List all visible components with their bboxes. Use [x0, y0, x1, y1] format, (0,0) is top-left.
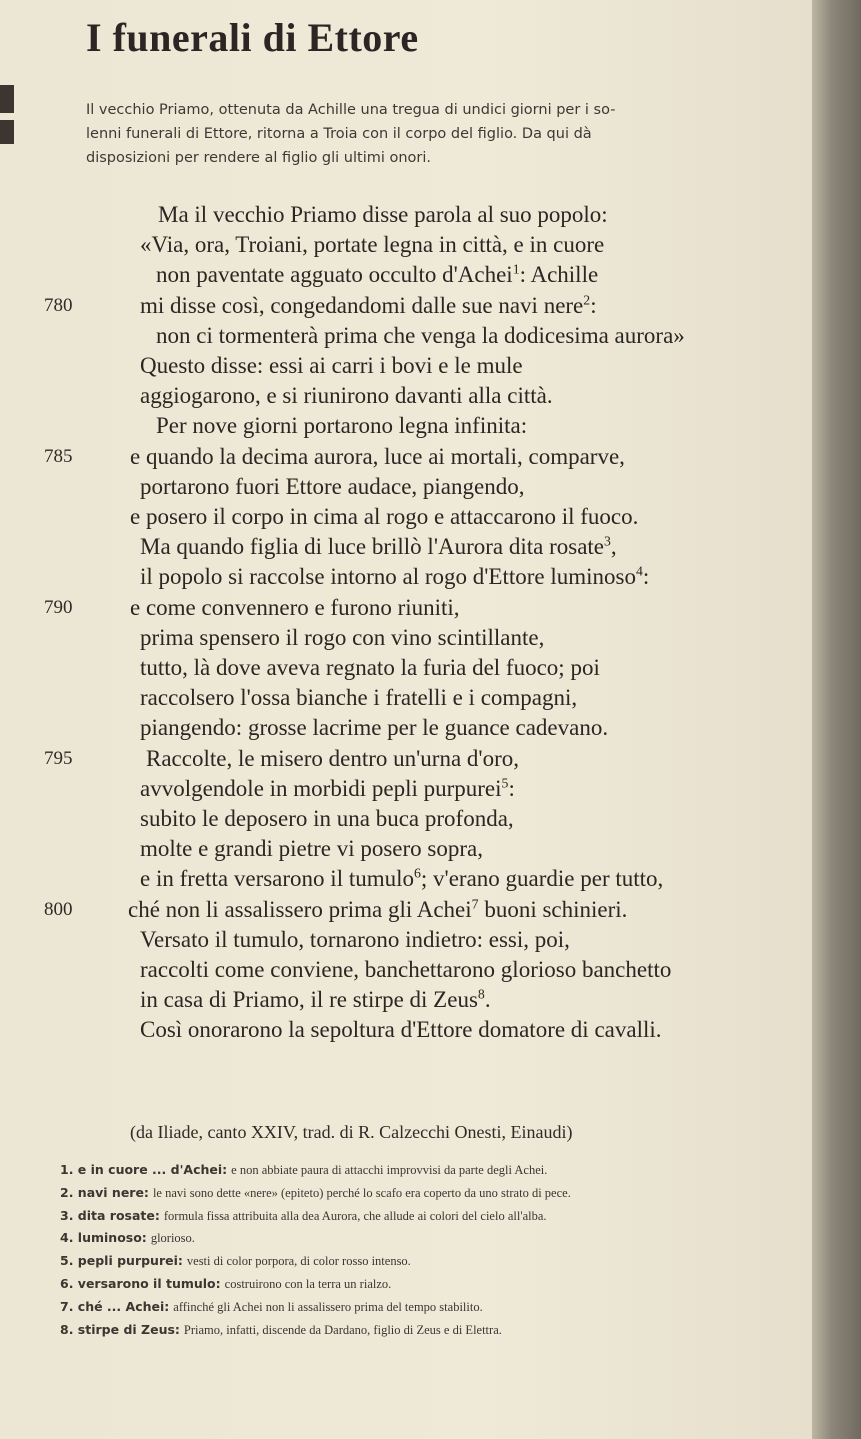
footnote-ref: 1: [512, 261, 520, 277]
footnote-term: 2. navi nere:: [60, 1184, 149, 1200]
footnote-ref: 6: [414, 865, 421, 881]
intro-line: disposizioni per rendere al figlio gli ultimi onori.: [86, 150, 432, 166]
poem-line: subito le deposero in una buca profonda,: [140, 806, 514, 831]
line-number: 800: [44, 898, 73, 920]
poem-line: Per nove giorni portarono legna infinita:: [156, 413, 528, 439]
poem-line: prima spensero il rogo con vino scintillante,: [140, 624, 545, 650]
line-number: 785: [44, 445, 73, 467]
poem-line: tutto, là dove aveva regnato la furia del fuoco; poi: [140, 655, 600, 680]
poem-line: e come convennero e furono riuniti,: [130, 594, 460, 620]
footnote-ref: 5: [501, 775, 509, 791]
poem-line: Raccolte, le misero dentro un'urna d'oro,: [146, 745, 519, 771]
poem-line: non ci tormenterà prima che venga la dodicesima aurora»: [156, 322, 685, 348]
poem-line: aggiogarono, e si riunirono davanti alla città.: [140, 383, 553, 409]
footnote-text: costruirono con la terra un rialzo.: [224, 1277, 392, 1291]
poem-line: «Via, ora, Troiani, portate legna in città, e in cuore: [140, 232, 605, 258]
poem-line: raccolsero l'ossa bianche i fratelli e i compagni,: [140, 685, 578, 711]
poem-line: non paventate agguato occulto d'Achei$^1$: Achille: [156, 261, 599, 288]
footnote: [60, 1299, 812, 1315]
line-number: 795: [44, 747, 73, 769]
footnote-text: Priamo, infatti, discende da Dardano, figlio di Zeus e di Elettra.: [183, 1322, 502, 1337]
poem-line: in casa di Priamo, il re stirpe di Zeus$^8$.: [140, 986, 491, 1013]
footnote: [60, 1253, 812, 1269]
footnote-ref: 3: [604, 533, 611, 549]
source-citation: (da Iliade, canto XXIV, trad. di R. Calzecchi Onesti, Einaudi): [130, 1122, 573, 1142]
footnote-ref: 8: [477, 986, 485, 1002]
footnote: [60, 1162, 812, 1178]
poem-line: portarono fuori Ettore audace, piangendo,: [140, 473, 525, 499]
footnote: [60, 1230, 812, 1246]
poem-line: e quando la decima aurora, luce ai mortali, comparve,: [130, 443, 625, 469]
poem-line: raccolti come conviene, banchettarono glorioso banchetto: [140, 957, 672, 982]
poem-line: Così onorarono la sepoltura d'Ettore domatore di cavalli.: [140, 1017, 662, 1043]
poem-line: Versato il tumulo, tornarono indietro: essi, poi,: [140, 926, 570, 952]
intro-line: Il vecchio Priamo, ottenuta da Achille una tregua di undici giorni per i so-: [86, 102, 616, 118]
footnote-text: e non abbiate paura di attacchi improvvisi da parte degli Achei.: [231, 1163, 548, 1177]
intro-paragraph: [86, 98, 806, 170]
footnote: [60, 1185, 812, 1201]
footnote-term: 1. e in cuore ... d'Achei:: [60, 1162, 228, 1177]
poem-line: Ma quando figlia di luce brillò l'Aurora dita rosate$^3$,: [140, 533, 617, 560]
footnote-ref: 7: [471, 895, 479, 911]
intro-line: lenni funerali di Ettore, ritorna a Troia con il corpo del figlio. Da qui dà: [86, 126, 592, 142]
margin-marker: [0, 120, 14, 144]
footnote-text: glorioso.: [150, 1231, 195, 1246]
poem-line: e in fretta versarono il tumulo$^6$; v'erano guardie per tutto,: [140, 865, 664, 892]
footnote-term: 3. dita rosate:: [60, 1207, 160, 1223]
poem-line: Questo disse: essi ai carri i bovi e le mule: [140, 353, 523, 378]
poem-line: avvolgendole in morbidi pepli purpurei$^5$:: [140, 775, 515, 801]
footnote-term: 7. ché ... Achei:: [60, 1298, 170, 1314]
poem-line: molte e grandi pietre vi posero sopra,: [140, 836, 483, 862]
footnote: [60, 1322, 812, 1338]
line-number: 790: [44, 596, 73, 618]
footnote-ref: 2: [583, 291, 591, 307]
footnote: [60, 1208, 812, 1224]
footnote-text: le navi sono dette «nere» (epiteto) perché lo scafo era coperto da uno strato di pece.: [152, 1185, 571, 1200]
footnote-term: 6. versarono il tumulo:: [60, 1276, 221, 1291]
book-edge: [812, 0, 861, 1439]
footnote-term: 4. luminoso:: [60, 1230, 147, 1246]
footnote-text: formula fissa attribuita alla dea Aurora, che allude ai colori del cielo all'alba.: [163, 1208, 547, 1223]
footnote: [60, 1276, 812, 1292]
footnote-text: affinché gli Achei non li assalissero prima del tempo stabilito.: [173, 1299, 483, 1314]
line-number: 780: [44, 294, 73, 316]
poem-line: Ma il vecchio Priamo disse parola al suo popolo:: [158, 202, 608, 227]
footnote-term: 5. pepli purpurei:: [60, 1253, 183, 1269]
poem-line: mi disse così, congedandomi dalle sue navi nere$^2$:: [140, 291, 597, 318]
page-title: I funerali di Ettore: [86, 15, 419, 60]
margin-marker: [0, 85, 14, 113]
footnote-term: 8. stirpe di Zeus:: [60, 1321, 180, 1337]
poem-line: il popolo si raccolse intorno al rogo d'Ettore luminoso$^4$:: [140, 563, 650, 590]
footnote-text: vesti di color porpora, di color rosso intenso.: [186, 1254, 411, 1269]
poem-line: piangendo: grosse lacrime per le guance cadevano.: [140, 715, 609, 741]
poem-line: e posero il corpo in cima al rogo e attaccarono il fuoco.: [130, 504, 639, 529]
poem-line: ché non li assalissero prima gli Achei$^7$ buoni schinieri.: [128, 895, 628, 922]
footnote-ref: 4: [636, 563, 643, 579]
